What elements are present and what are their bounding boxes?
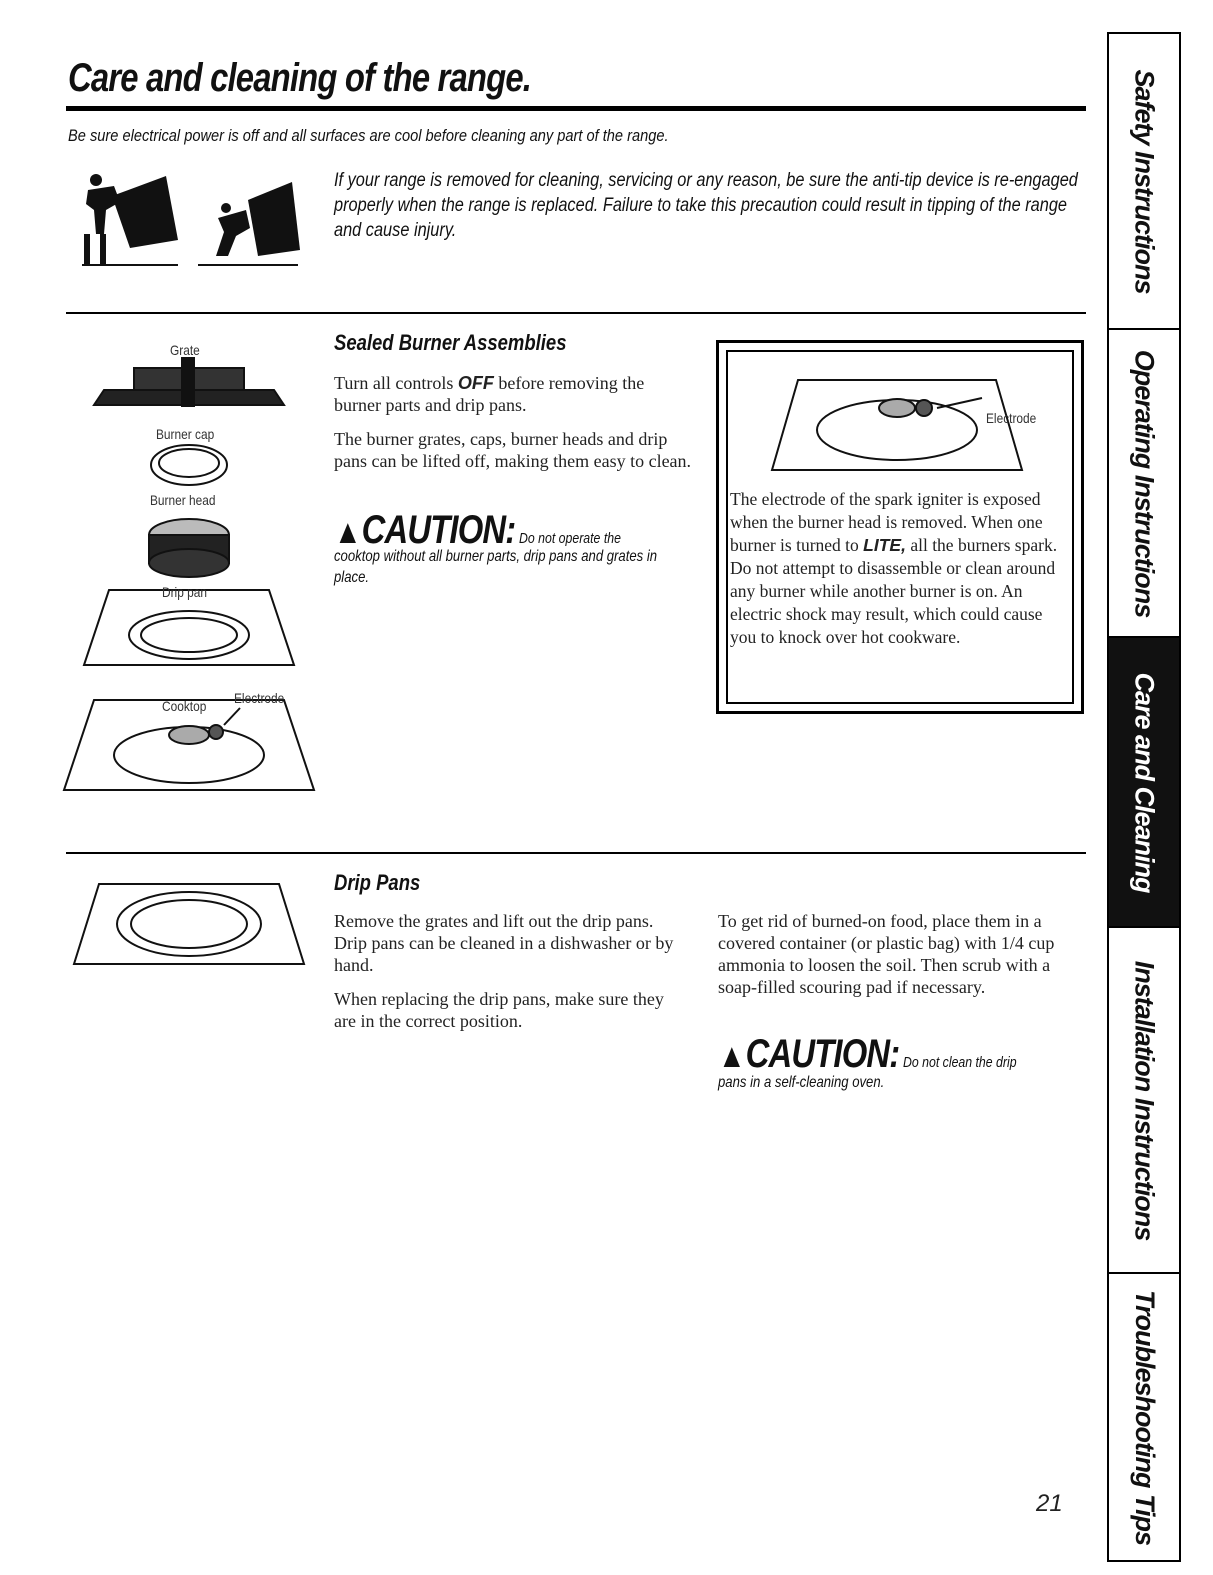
section-sidebar	[1107, 32, 1181, 1562]
tab-care-and-cleaning[interactable]	[1109, 638, 1179, 928]
drip-pan-illustration	[74, 876, 304, 971]
electrode-box-label: Electrode	[986, 410, 1037, 426]
label-electrode: Electrode	[234, 690, 285, 706]
sealed-caution-rest: cooktop without all burner parts, drip pans and grates in place.	[334, 548, 658, 586]
drip-p3: To get rid of burned-on food, place them in a covered container (or plastic bag) with 1/4 cup ammonia to loosen the soil. Then scrub with a soap-filled scouring pad if necessary.	[718, 911, 1055, 997]
label-cooktop: Cooktop	[162, 698, 207, 714]
label-burner-head: Burner head	[150, 492, 216, 508]
off-keyword: OFF	[457, 373, 494, 393]
drip-pans-heading: Drip Pans	[334, 870, 421, 895]
sealed-burner-heading: Sealed Burner Assemblies	[334, 330, 567, 355]
tab-safety-instructions[interactable]	[1109, 34, 1179, 330]
tab-operating-instructions[interactable]	[1109, 330, 1179, 638]
tab-troubleshooting-tips[interactable]	[1109, 1274, 1179, 1560]
caution-first: Do not operate the	[519, 530, 621, 547]
label-grate: Grate	[170, 342, 200, 358]
p1-text-a: Turn all controls	[334, 373, 458, 393]
sealed-burner-p1	[334, 372, 694, 416]
caution-word: CAUTION:	[745, 1032, 900, 1076]
electrode-text-b: all the burners spark. Do not attempt to disassemble or clean around any burner while another burner is on. An electric shock may result, which could cause you to knock over hot cookware.	[730, 535, 1058, 647]
tab-label: Installation Instructions	[1129, 960, 1160, 1240]
label-burner-cap: Burner cap	[156, 426, 215, 442]
burner-exploded-illustration	[64, 340, 314, 800]
section-divider	[66, 312, 1086, 314]
caution-first: Do not clean the drip	[903, 1054, 1017, 1071]
anti-tip-illustration	[78, 170, 318, 270]
anti-tip-warning: If your range is removed for cleaning, servicing or any reason, be sure the anti-tip device is re-engaged properly when the range is replaced. Failure to take this precaution could result in tipping of the range and cause injury.	[334, 170, 1078, 241]
drip-caution-rest: pans in a self-cleaning oven.	[718, 1074, 885, 1091]
label-drip-pan: Drip pan	[162, 584, 207, 600]
drip-p1: Remove the grates and lift out the drip pans. Drip pans can be cleaned in a dishwasher or by hand.	[334, 911, 674, 975]
sealed-burner-body	[334, 372, 694, 484]
electrode-box-text	[730, 488, 1060, 649]
tab-label: Care and Cleaning	[1129, 671, 1160, 893]
warning-triangle-icon: ▲	[718, 1037, 746, 1075]
p1-text-b: before removing the burner parts and drip pans.	[334, 373, 645, 415]
page-number: 21	[1036, 1490, 1063, 1517]
drip-pans-body-left	[334, 910, 684, 1044]
warning-triangle-icon: ▲	[334, 513, 362, 551]
section-divider-2	[66, 852, 1086, 854]
title-rule	[66, 106, 1086, 111]
electrode-text-a: The electrode of the spark igniter is exposed when the burner head is removed. When one burner is turned to	[730, 489, 1043, 555]
drip-p2: When replacing the drip pans, make sure they are in the correct position.	[334, 989, 664, 1031]
electrode-illustration	[772, 370, 1022, 480]
tab-label: Operating Instructions	[1129, 349, 1160, 617]
lite-keyword: LITE,	[863, 535, 906, 555]
lead-warning: Be sure electrical power is off and all surfaces are cool before cleaning any part of the range.	[68, 126, 669, 145]
drip-pans-body-right	[718, 910, 1068, 1010]
tab-installation-instructions[interactable]	[1109, 928, 1179, 1274]
page-title: Care and cleaning of the range.	[68, 56, 532, 100]
drip-caution	[718, 1032, 1082, 1077]
caution-word: CAUTION:	[361, 508, 516, 552]
sealed-burner-p2: The burner grates, caps, burner heads and drip pans can be lifted off, making them easy to clean.	[334, 429, 692, 471]
tab-label: Troubleshooting Tips	[1129, 1289, 1160, 1545]
tab-label: Safety Instructions	[1129, 68, 1160, 294]
